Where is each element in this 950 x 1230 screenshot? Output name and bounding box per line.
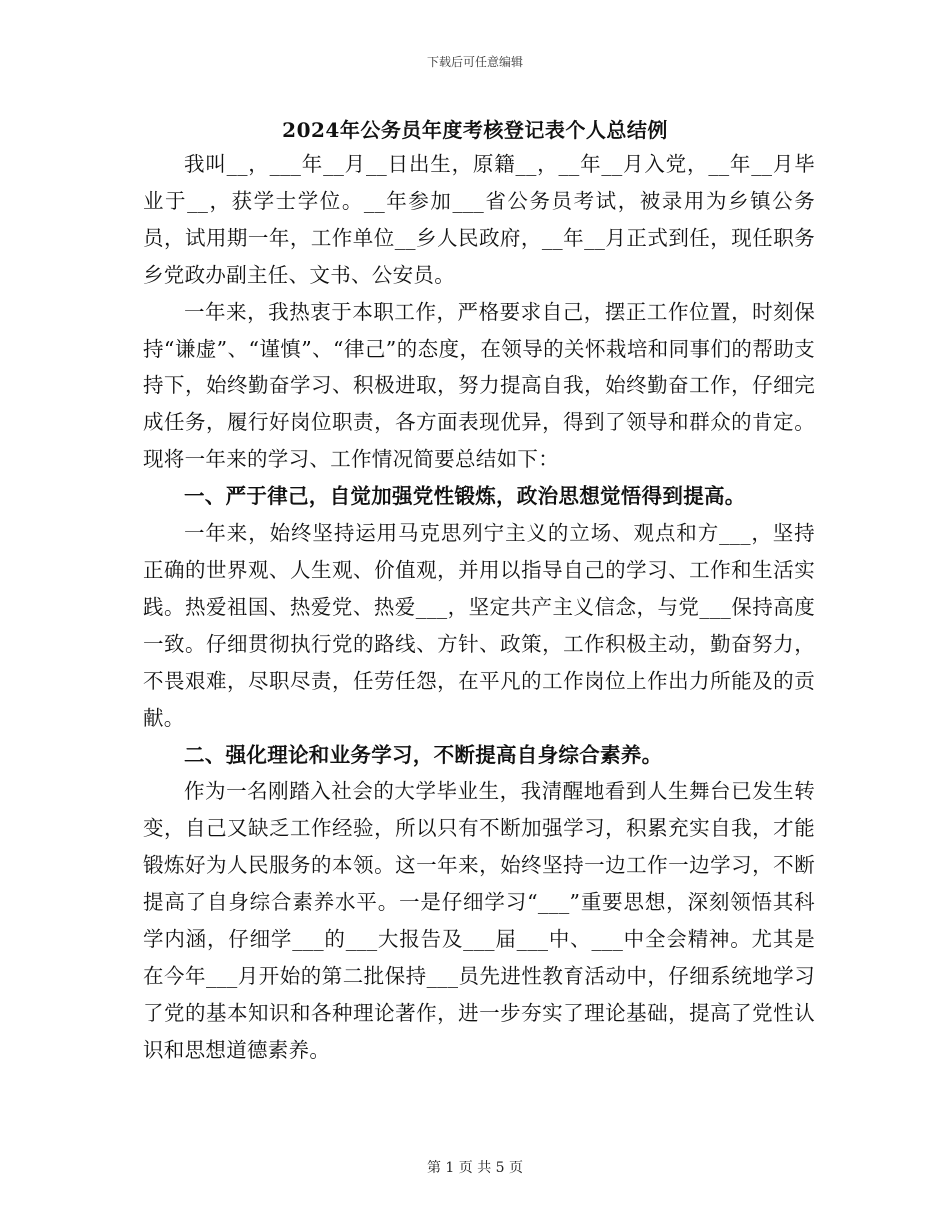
paragraph-intro: 我叫__，___年__月__日出生，原籍__，__年__月入党，__年__月毕业于__，获学士学位。__年参加___省公务员考试，被录用为乡镇公务员，试用期一年，工作单位__乡人民政府，__年__月正式到任，现任职务乡党政办副主任、文书、公安员。 [143, 152, 815, 287]
document-body [143, 146, 815, 1069]
paragraph-section-1: 一年来，始终坚持运用马克思列宁主义的立场、观点和方___，坚持正确的世界观、人生观、价值观，并用以指导自己的学习、工作和生活实践。热爱祖国、热爱党、热爱___，坚定共产主义信念，与党___保持高度一致。仔细贯彻执行党的路线、方针、政策，工作积极主动，勤奋努力，不畏艰难，尽职尽责，任劳任怨，在平凡的工作岗位上作出力所能及的贡献。 [143, 521, 815, 730]
header-note: 下载后可任意编辑 [426, 55, 523, 69]
page-number-footer: 第 1 页 共 5 页 [426, 1160, 524, 1176]
section-heading-2: 二、强化理论和业务学习，不断提高自身综合素养。 [184, 742, 663, 767]
paragraph-section-2: 作为一名刚踏入社会的大学毕业生，我清醒地看到人生舞台已发生转变，自己又缺乏工作经验，所以只有不断加强学习，积累充实自我，才能锻炼好为人民服务的本领。这一年来，始终坚持一边工作一边学习，不断提高了自身综合素养水平。一是仔细学习“___”重要思想，深刻领悟其科学内涵，仔细学___的___大报告及___届___中、___中全会精神。尤其是在今年___月开始的第二批保持___员先进性教育活动中，仔细系统地学习了党的基本知识和各种理论著作，进一步夯实了理论基础，提高了党性认识和思想道德素养。 [143, 779, 815, 1062]
document-title: 2024年公务员年度考核登记表个人总结例 [282, 118, 668, 142]
paragraph-overview: 一年来，我热衷于本职工作，严格要求自己，摆正工作位置，时刻保持“谦虚”、“谨慎”、“律己”的态度，在领导的关怀栽培和同事们的帮助支持下，始终勤奋学习、积极进取，努力提高自我，始终勤奋工作，仔细完成任务，履行好岗位职责，各方面表现优异，得到了领导和群众的肯定。现将一年来的学习、工作情况简要总结如下： [143, 299, 815, 472]
section-heading-1: 一、严于律己，自觉加强党性锻炼，政治思想觉悟得到提高。 [184, 484, 746, 509]
